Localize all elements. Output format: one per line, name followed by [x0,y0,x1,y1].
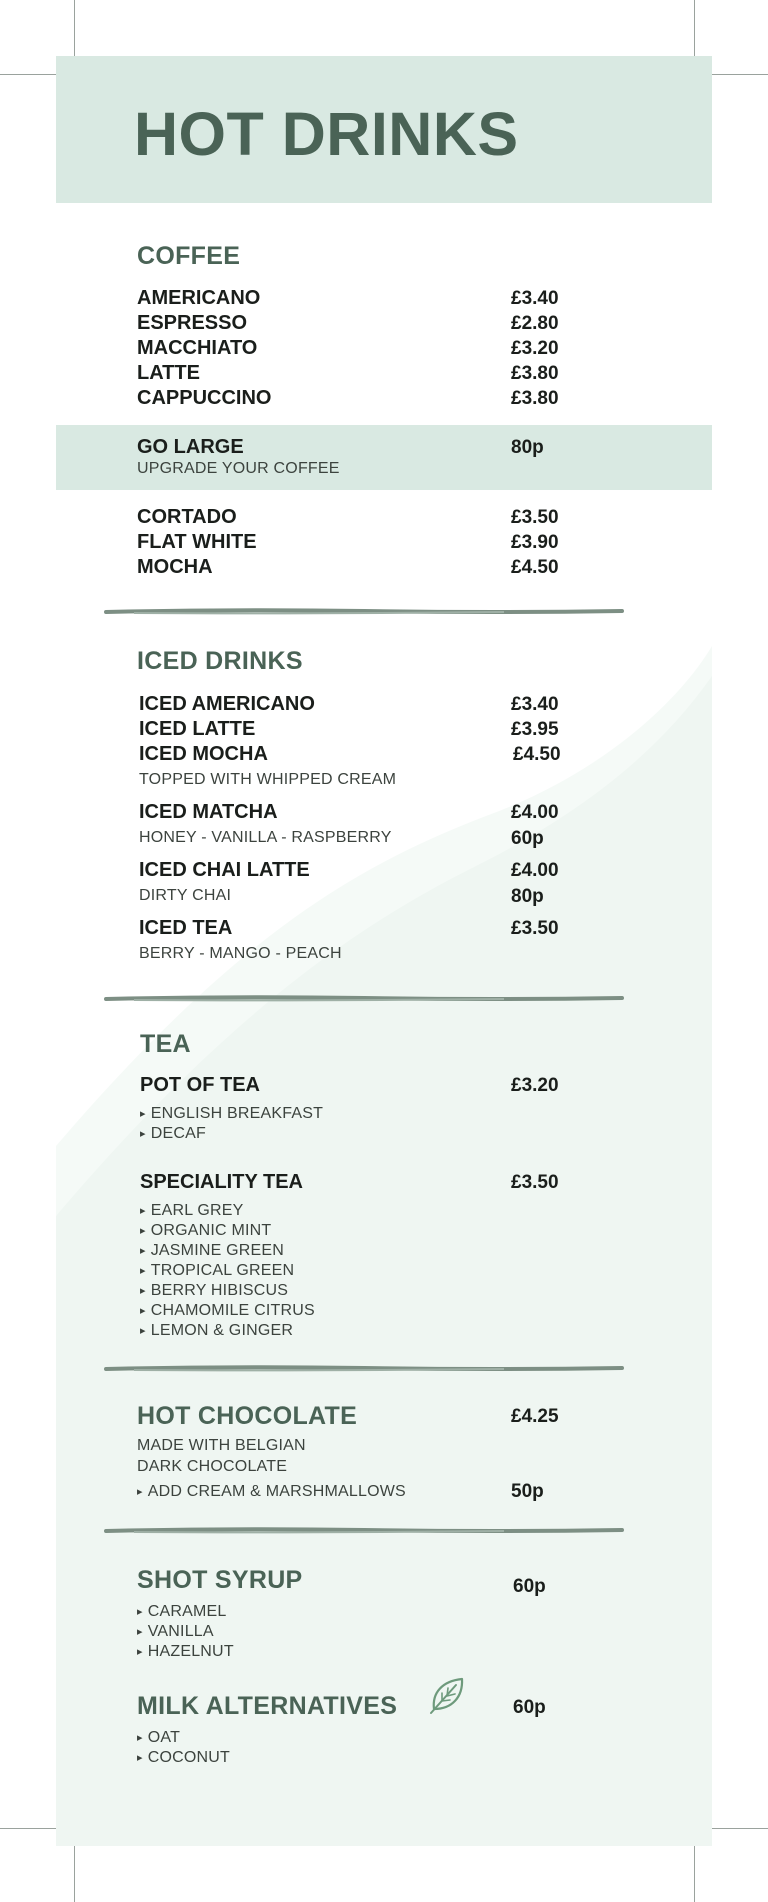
hot-chocolate-price: £4.25 [511,1406,559,1427]
menu-item-price: £3.50 [511,1172,559,1193]
menu-item-price: £4.50 [511,557,559,578]
menu-item-name: ICED MATCHA [139,801,278,823]
menu-page [56,56,712,1846]
menu-item-name: CAPPUCCINO [137,387,272,409]
tea-option: ▸ LEMON & GINGER [140,1323,293,1339]
menu-item-name: POT OF TEA [140,1074,260,1096]
section-title-iced: ICED DRINKS [137,647,303,675]
go-large-note: UPGRADE YOUR COFFEE [137,460,340,477]
menu-item-price: £3.80 [511,388,559,409]
tea-option: ▸ ORGANIC MINT [140,1223,271,1239]
menu-item-name: ICED CHAI LATTE [139,859,310,881]
menu-item-name: LATTE [137,362,200,384]
menu-item-price: £4.00 [511,860,559,881]
menu-item-price: £4.50 [513,744,561,765]
menu-item-price: £3.40 [511,288,559,309]
section-title-shot-syrup: SHOT SYRUP [137,1566,303,1594]
menu-item-name: AMERICANO [137,287,261,309]
menu-item-price: £3.40 [511,694,559,715]
menu-item-price: £3.50 [511,507,559,528]
menu-item-note: BERRY - MANGO - PEACH [139,945,342,962]
tea-option: ▸ CHAMOMILE CITRUS [140,1303,315,1319]
menu-item-price: £4.00 [511,802,559,823]
menu-item-name: ICED AMERICANO [139,693,315,715]
menu-item-name: ESPRESSO [137,312,248,334]
tea-option: ▸ DECAF [140,1126,206,1142]
menu-item-price: £3.20 [511,338,559,359]
menu-item-price: £2.80 [511,313,559,334]
shot-syrup-price: 60p [513,1576,546,1597]
section-title-tea: TEA [140,1030,191,1058]
page-title: HOT DRINKS [134,100,519,168]
tea-option: ▸ TROPICAL GREEN [140,1263,294,1279]
menu-item-name: ICED MOCHA [139,743,268,765]
syrup-option: ▸ CARAMEL [137,1604,227,1620]
section-divider [104,1527,624,1535]
hot-chocolate-addon-price: 50p [511,1481,544,1502]
hot-chocolate-note: MADE WITH BELGIAN [137,1437,306,1454]
crop-mark [694,1846,695,1902]
tea-option: ▸ BERRY HIBISCUS [140,1283,288,1299]
menu-item-price: £3.20 [511,1075,559,1096]
section-divider [104,995,624,1003]
tea-option: ▸ JASMINE GREEN [140,1243,284,1259]
menu-item-note: TOPPED WITH WHIPPED CREAM [139,771,397,788]
milk-option: ▸ COCONUT [137,1750,230,1766]
menu-item-price: £3.80 [511,363,559,384]
crop-mark [694,0,695,56]
menu-item-name: ICED LATTE [139,718,256,740]
menu-item-name: FLAT WHITE [137,531,257,553]
crop-mark [74,1846,75,1902]
go-large-name: GO LARGE [137,436,244,458]
crop-mark [712,1828,768,1829]
menu-item-price: £3.50 [511,918,559,939]
milk-option: ▸ OAT [137,1730,180,1746]
crop-mark [712,74,768,75]
menu-item-note-price: 80p [511,886,544,907]
milk-price: 60p [513,1697,546,1718]
menu-item-note: HONEY - VANILLA - RASPBERRY [139,829,392,846]
section-title-hot-chocolate: HOT CHOCOLATE [137,1402,358,1430]
menu-item-note-price: 60p [511,828,544,849]
syrup-option: ▸ VANILLA [137,1624,214,1640]
crop-mark [0,74,56,75]
hot-chocolate-note: DARK CHOCOLATE [137,1458,288,1475]
section-divider [104,608,624,616]
tea-option: ▸ ENGLISH BREAKFAST [140,1106,323,1122]
tea-option: ▸ EARL GREY [140,1203,244,1219]
menu-item-name: SPECIALITY TEA [140,1171,303,1193]
hot-chocolate-addon: ▸ ADD CREAM & MARSHMALLOWS [137,1484,406,1500]
crop-mark [0,1828,56,1829]
go-large-price: 80p [511,437,544,458]
menu-item-price: £3.90 [511,532,559,553]
menu-item-note: DIRTY CHAI [139,887,232,904]
menu-item-price: £3.95 [511,719,559,740]
section-title-coffee: COFFEE [137,242,241,270]
menu-item-name: CORTADO [137,506,237,528]
syrup-option: ▸ HAZELNUT [137,1644,234,1660]
menu-item-name: MOCHA [137,556,213,578]
menu-item-name: ICED TEA [139,917,233,939]
section-title-milk-alternatives: MILK ALTERNATIVES [137,1692,398,1720]
leaf-icon [428,1675,466,1715]
section-divider [104,1365,624,1373]
crop-mark [74,0,75,56]
menu-item-name: MACCHIATO [137,337,258,359]
